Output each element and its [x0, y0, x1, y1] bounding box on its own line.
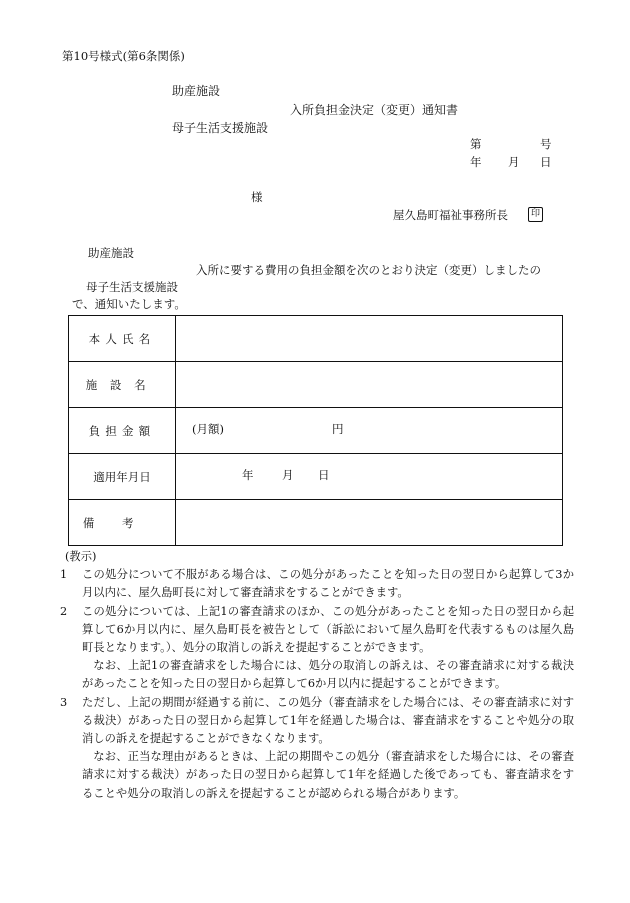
instruction-text-continued: なお、上記1の審査請求をした場合には、処分の取消しの訴えは、その審査請求に対する裁決があったことを知った日の翌日から起算して6か月以内に提起することができます。: [82, 659, 574, 691]
label-amount: 負担金額: [88, 423, 156, 438]
table-row: [69, 316, 563, 362]
form-number: 第10号様式(第6条関係): [62, 49, 185, 63]
value-effective-date: [176, 454, 563, 500]
instruction-item: [60, 603, 574, 694]
title-facility-bottom: 母子生活支援施設: [172, 121, 269, 135]
instructions-section: [60, 548, 574, 803]
amount-yen-unit: 円: [332, 422, 344, 436]
title-facility-top: 助産施設: [172, 84, 221, 98]
addressee-suffix: 様: [251, 190, 263, 204]
effective-day: 日: [318, 468, 330, 482]
body-line-1: 入所に要する費用の負担金額を次のとおり決定（変更）しましたの: [196, 263, 541, 277]
date-month: 月: [508, 155, 520, 169]
label-effective-date: 適用年月日: [93, 469, 151, 484]
label-remarks: 備考: [82, 515, 162, 530]
value-amount: [176, 408, 563, 454]
table-row: [69, 500, 563, 546]
instructions-header: (教示): [65, 550, 97, 563]
sender-name: 屋久島町福祉事務所長: [393, 208, 508, 222]
notice-table: [68, 315, 563, 546]
doc-number-suffix: 号: [540, 137, 552, 151]
table-row: [69, 362, 563, 408]
value-remarks: [176, 500, 563, 546]
effective-month: 月: [282, 468, 294, 482]
document-title: 入所負担金決定（変更）通知書: [290, 103, 459, 117]
instruction-item: [60, 566, 574, 602]
instruction-number: 2: [60, 604, 68, 618]
instruction-text: ただし、上記の期間が経過する前に、この処分（審査請求をした場合には、その審査請求に対する裁決）があった日の翌日から起算して1年を経過した場合は、審査請求をすることや処分の取消しの訴えを提起することができなくなります。: [82, 695, 574, 746]
table-row: [69, 408, 563, 454]
instruction-text: この処分については、上記1の審査請求のほか、この処分があったことを知った日の翌日から起算して6か月以内に、屋久島町長を被告として（訴訟において屋久島町を代表するものは屋久島町長となります。）、処分の取消しの訴えを提起することができます。: [82, 604, 574, 655]
instruction-number: 1: [60, 568, 68, 582]
label-person-name: 本人氏名: [88, 331, 156, 346]
value-facility-name: [176, 362, 563, 408]
date-year: 年: [470, 155, 482, 169]
date-day: 日: [540, 155, 552, 169]
instruction-text: この処分について不服がある場合は、この処分があったことを知った日の翌日から起算して3か月以内に、屋久島町長に対して審査請求をすることができます。: [82, 568, 574, 600]
body-facility-bottom: 母子生活支援施設: [86, 280, 178, 294]
value-person-name: [176, 316, 563, 362]
instruction-number: 3: [60, 695, 68, 709]
seal-mark: 印: [528, 207, 543, 222]
instruction-item: [60, 694, 574, 803]
body-line-2: で、通知いたします。: [72, 297, 186, 311]
instruction-text-continued: なお、正当な理由があるときは、上記の期間やこの処分（審査請求をした場合には、その審査請求に対する裁決）があった日の翌日から起算して1年を経過した後であっても、審査請求をすることや処分の取消しの訴えを提起することが認められる場合があります。: [82, 750, 574, 800]
amount-monthly-prefix: (月額): [192, 422, 224, 436]
label-facility-name: 施設名: [85, 377, 159, 392]
doc-number-label: 第: [470, 137, 482, 151]
effective-year: 年: [242, 468, 254, 482]
table-row: [69, 454, 563, 500]
body-facility-top: 助産施設: [88, 246, 134, 260]
